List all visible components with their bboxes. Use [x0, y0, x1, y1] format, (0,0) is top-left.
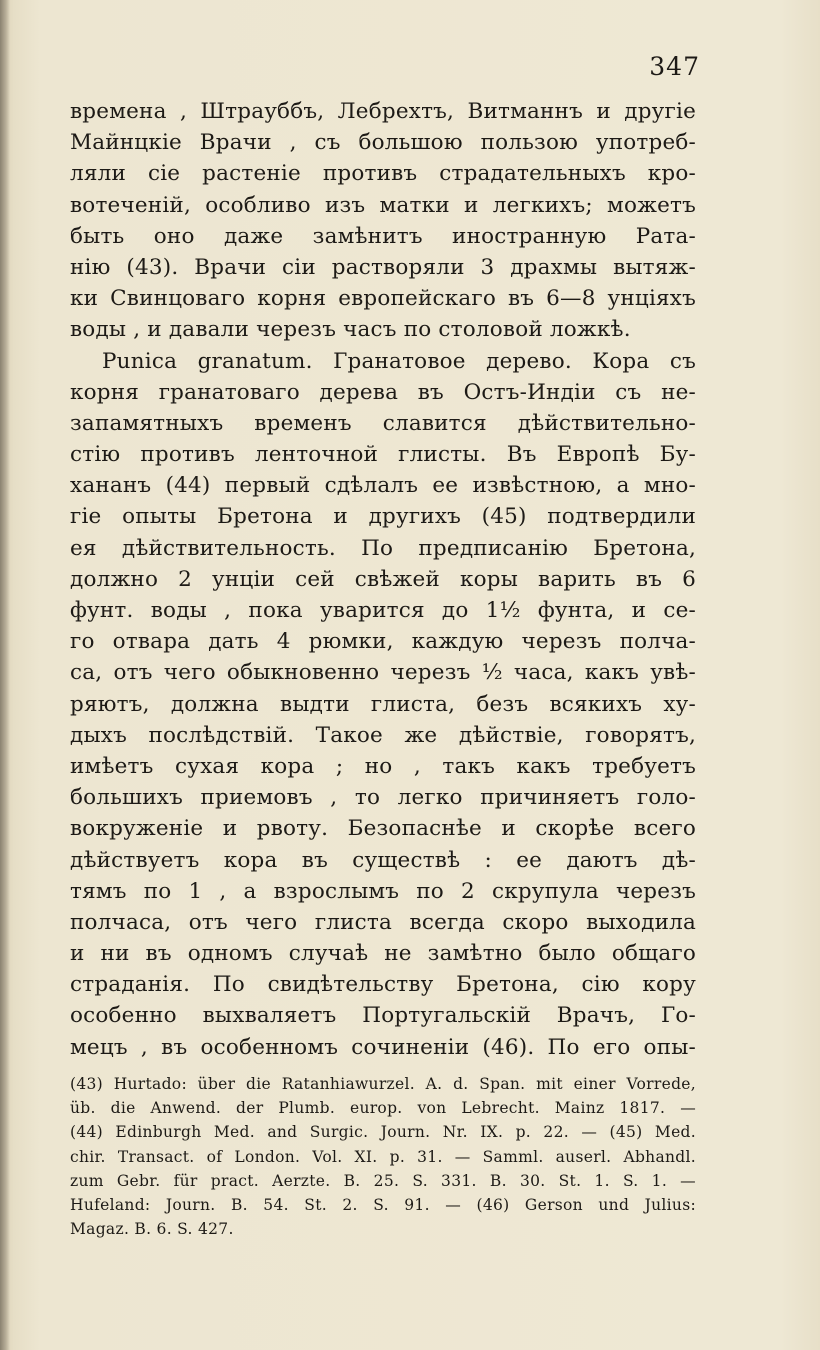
footnote-line: üb. die Anwend. der Plumb. europ. von Lebrecht. Mainz 1817. —	[70, 1099, 696, 1118]
text-line: ея дѣйствительность. По предписанію Бретона,	[70, 535, 696, 561]
text-line: ряютъ, должна выдти глиста, безъ всякихъ ху-	[70, 691, 696, 717]
text-line: времена , Штрауббъ, Лебрехтъ, Витманнъ и другіе	[70, 99, 696, 124]
text-line: фунт. воды , пока уварится до 1½ фунта, и се-	[70, 598, 696, 623]
text-line: должно 2 унціи сей свѣжей коры варить въ 6	[70, 566, 696, 592]
text-line: дыхъ послѣдствій. Такое же дѣйствіе, говорятъ,	[70, 722, 696, 748]
text-line: го отвара дать 4 рюмки, каждую черезъ полча-	[70, 629, 696, 655]
footnote-line: Magaz. B. 6. S. 427.	[70, 1220, 234, 1239]
footnotes	[70, 1072, 696, 1241]
text-line: са, отъ чего обыкновенно черезъ ½ часа, какъ увѣ-	[70, 660, 696, 686]
text-line: Punica granatum. Гранатовое дерево. Кора съ	[102, 348, 696, 374]
text-line: хананъ (44) первый сдѣлалъ ее извѣстною, а мно-	[70, 473, 696, 499]
text-line: и ни въ одномъ случаѣ не замѣтно было общаго	[70, 941, 696, 967]
text-line: Майнцкіе Врачи , съ большою пользою употреб-	[70, 130, 696, 156]
text-line: гіе опыты Бретона и другихъ (45) подтвердили	[70, 504, 696, 530]
text-line: особенно выхваляетъ Португальскій Врачъ, Го-	[70, 1003, 696, 1029]
text-line: дѣйствуетъ кора въ существѣ : ее даютъ дѣ-	[70, 847, 696, 873]
main-text	[70, 96, 696, 1063]
text-line: воды , и давали черезъ часъ по столовой ложкѣ.	[70, 317, 631, 343]
text-line: полчаса, отъ чего глиста всегда скоро выходила	[70, 909, 696, 935]
text-line: стію противъ ленточной глисты. Въ Европѣ Бу-	[70, 442, 696, 468]
text-line: запамятныхъ временъ славится дѣйствительно-	[70, 410, 696, 436]
text-line: имѣетъ сухая кора ; но , такъ какъ требуетъ	[70, 753, 696, 779]
text-line: быть оно даже замѣнитъ иностранную Рата-	[70, 223, 696, 249]
text-line: ляли сіе растеніе противъ страдательныхъ кро-	[70, 161, 696, 187]
footnote-line: chir. Transact. of London. Vol. XI. p. 31. — Samml. auserl. Abhandl.	[70, 1147, 696, 1166]
text-line: вотеченій, особливо изъ матки и легкихъ; можетъ	[70, 192, 696, 218]
page-number: 347	[649, 52, 700, 81]
text-line: вокруженіе и рвоту. Безопаснѣе и скорѣе всего	[70, 816, 696, 842]
text-line: ки Свинцоваго корня европейскаго въ 6—8 унціяхъ	[70, 286, 696, 312]
text-line: тямъ по 1 , а взрослымъ по 2 скрупула черезъ	[70, 878, 696, 904]
footnote-line: Hufeland: Journ. B. 54. St. 2. S. 91. — (46) Gerson und Julius:	[70, 1195, 696, 1214]
footnote-line: (43) Hurtado: über die Ratanhiawurzel. A. d. Span. mit einer Vorrede,	[70, 1075, 696, 1093]
text-line: корня гранатоваго дерева въ Остъ-Индіи съ не-	[70, 379, 696, 405]
footnote-line: (44) Edinburgh Med. and Surgic. Journ. Nr. IX. p. 22. — (45) Med.	[70, 1123, 696, 1142]
footnote-line: zum Gebr. für pract. Aerzte. B. 25. S. 331. B. 30. St. 1. S. 1. —	[70, 1171, 696, 1190]
text-line: страданія. По свидѣтельству Бретона, сію кору	[70, 972, 696, 998]
text-line: большихъ приемовъ , то легко причиняетъ голо-	[70, 785, 696, 811]
page-binding-shadow	[0, 0, 10, 1350]
text-line: мецъ , въ особенномъ сочиненіи (46). По его опы-	[70, 1034, 696, 1060]
text-line: нію (43). Врачи сіи растворяли 3 драхмы вытяж-	[70, 254, 696, 280]
